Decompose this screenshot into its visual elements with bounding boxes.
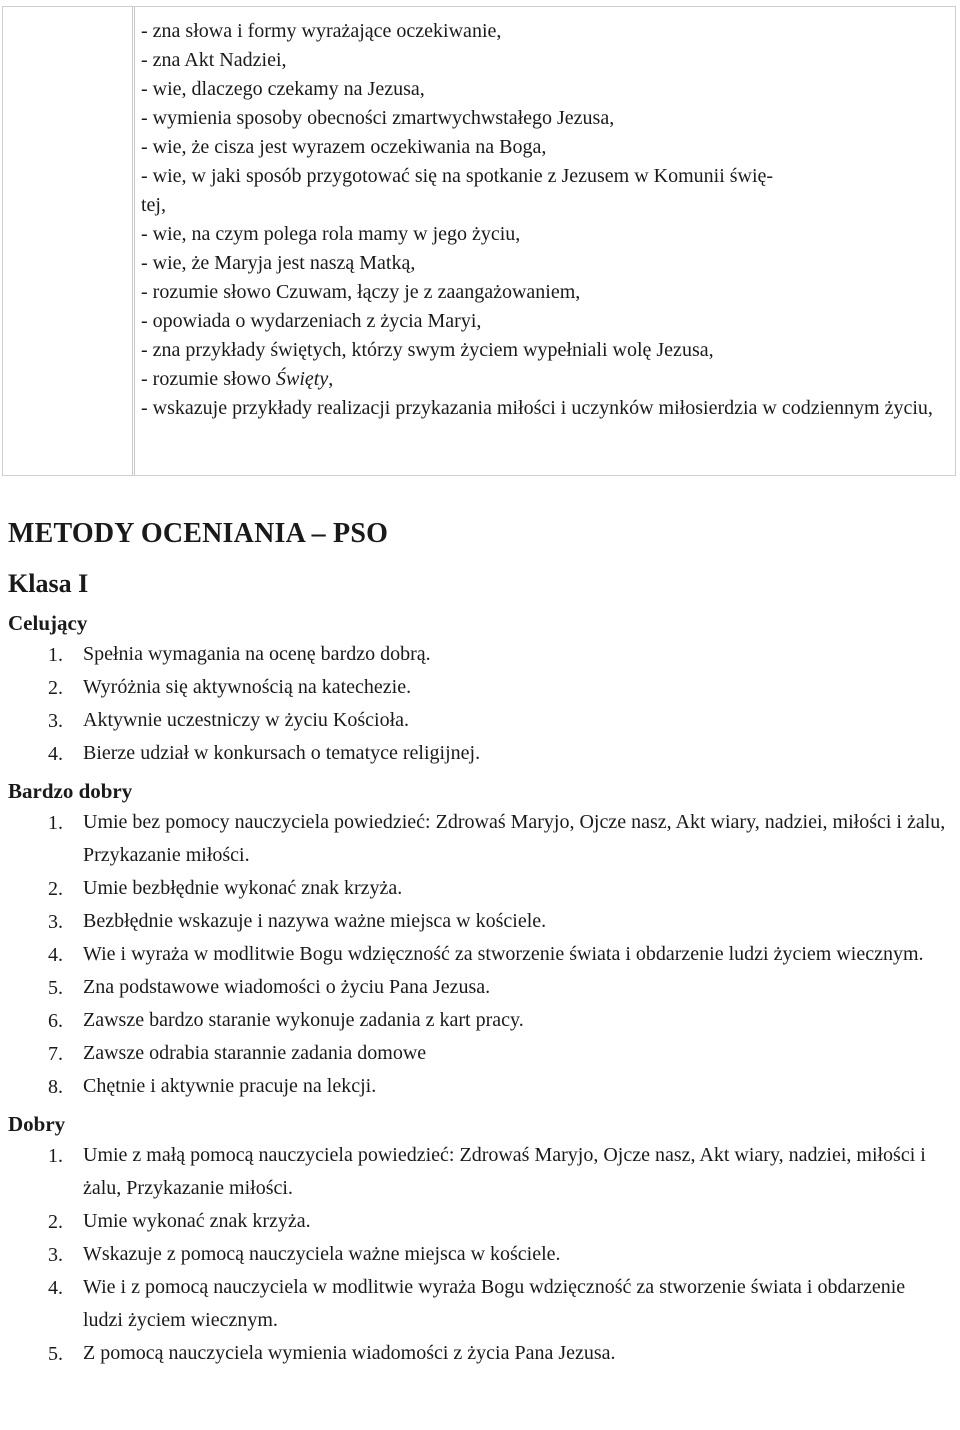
item-text: Umie z małą pomocą nauczyciela powiedzieć: Zdrowaś Maryjo, Ojcze nasz, Akt wiary, nadziei, miłości i żalu, Przykazanie miłości. — [83, 1144, 926, 1199]
item-number: 1. — [48, 1145, 63, 1167]
requirement-line — [141, 365, 945, 394]
grading-section — [8, 516, 948, 1370]
item-text: Umie wykonać znak krzyża. — [83, 1210, 311, 1232]
table-left-cell — [3, 7, 135, 475]
list-item — [8, 1004, 948, 1037]
item-number: 4. — [48, 1277, 63, 1299]
list-item — [8, 1337, 948, 1370]
item-text: Bierze udział w konkursach o tematyce religijnej. — [83, 742, 481, 764]
list-item — [8, 737, 948, 770]
item-number: 4. — [48, 944, 63, 966]
list-item — [8, 671, 948, 704]
item-text: Aktywnie uczestniczy w życiu Kościoła. — [83, 709, 410, 731]
item-number: 2. — [48, 1211, 63, 1233]
list-item — [8, 872, 948, 905]
item-text: Wskazuje z pomocą nauczyciela ważne miejsca w kościele. — [83, 1243, 561, 1265]
item-number: 3. — [48, 710, 63, 732]
requirement-line: - wskazuje przykłady realizacji przykazania miłości i uczynków miłosierdzia w codziennym życiu, — [141, 397, 933, 419]
item-number: 8. — [48, 1076, 63, 1098]
list-item — [8, 704, 948, 737]
item-text: Wie i wyraża w modlitwie Bogu wdzięczność za stworzenie świata i obdarzenie ludzi życiem wiecznym. — [83, 943, 924, 965]
item-number: 6. — [48, 1010, 63, 1032]
italic-term: Święty — [275, 368, 329, 390]
item-number: 2. — [48, 677, 63, 699]
requirement-line: - wie, na czym polega rola mamy w jego życiu, — [141, 223, 521, 245]
requirement-line: - zna Akt Nadziei, — [141, 49, 287, 71]
item-text: Zawsze bardzo staranie wykonuje zadania z kart pracy. — [83, 1009, 524, 1031]
list-item — [8, 1037, 948, 1070]
requirement-line: - wie, w jaki sposób przygotować się na spotkanie z Jezusem w Komunii świę- — [141, 165, 774, 187]
item-text: Bezbłędnie wskazuje i nazywa ważne miejsca w kościele. — [83, 910, 547, 932]
list-item — [8, 905, 948, 938]
requirement-line: - opowiada o wydarzeniach z życia Maryi, — [141, 310, 482, 332]
list-item — [8, 1205, 948, 1238]
item-text: Umie bez pomocy nauczyciela powiedzieć: Zdrowaś Maryjo, Ojcze nasz, Akt wiary, nadziei, miłości i żalu, Przykazanie miłości. — [83, 811, 946, 866]
item-text: Spełnia wymagania na ocenę bardzo dobrą. — [83, 643, 431, 665]
requirement-line: - wie, że cisza jest wyrazem oczekiwania na Boga, — [141, 136, 547, 158]
requirement-text: - rozumie słowo — [141, 368, 276, 390]
grade-list-bardzo-dobry — [8, 806, 948, 1103]
section-title: METODY OCENIANIA – PSO — [8, 518, 389, 549]
item-text: Wyróżnia się aktywnością na katechezie. — [83, 676, 412, 698]
item-number: 2. — [48, 878, 63, 900]
requirement-line: - zna słowa i formy wyrażające oczekiwanie, — [141, 20, 502, 42]
list-item — [8, 638, 948, 671]
requirement-line: tej, — [141, 194, 166, 216]
item-text: Wie i z pomocą nauczyciela w modlitwie wyraża Bogu wdzięczność za stworzenie świata i obdarzenie ludzi życiem wiecznym. — [83, 1276, 906, 1331]
item-number: 5. — [48, 977, 63, 999]
requirement-text: , — [328, 368, 334, 390]
grade-heading-celujacy: Celujący — [8, 611, 88, 635]
list-item — [8, 1070, 948, 1103]
item-number: 3. — [48, 911, 63, 933]
item-text: Umie bezbłędnie wykonać znak krzyża. — [83, 877, 403, 899]
class-heading: Klasa I — [8, 569, 89, 598]
item-text: Chętnie i aktywnie pracuje na lekcji. — [83, 1075, 377, 1097]
item-text: Zna podstawowe wiadomości o życiu Pana Jezusa. — [83, 976, 491, 998]
item-text: Z pomocą nauczyciela wymienia wiadomości z życia Pana Jezusa. — [83, 1342, 616, 1364]
requirement-line: - wie, że Maryja jest naszą Matką, — [141, 252, 416, 274]
grade-heading-bardzo-dobry: Bardzo dobry — [8, 779, 133, 803]
requirement-line: - wymienia sposoby obecności zmartwychwstałego Jezusa, — [141, 107, 615, 129]
list-item — [8, 806, 948, 872]
list-item — [8, 971, 948, 1004]
requirement-line: - zna przykłady świętych, którzy swym życiem wypełniali wolę Jezusa, — [141, 339, 714, 361]
item-number: 1. — [48, 812, 63, 834]
grade-list-dobry — [8, 1139, 948, 1370]
list-item — [8, 1271, 948, 1337]
item-text: Zawsze odrabia starannie zadania domowe — [83, 1042, 427, 1064]
item-number: 1. — [48, 644, 63, 666]
list-item — [8, 938, 948, 971]
item-number: 5. — [48, 1343, 63, 1365]
grade-heading-dobry: Dobry — [8, 1112, 66, 1136]
requirements-table — [2, 6, 956, 476]
list-item — [8, 1139, 948, 1205]
list-item — [8, 1238, 948, 1271]
item-number: 4. — [48, 743, 63, 765]
table-right-cell — [135, 7, 955, 475]
requirement-line: - wie, dlaczego czekamy na Jezusa, — [141, 78, 425, 100]
requirement-line: - rozumie słowo Czuwam, łączy je z zaangażowaniem, — [141, 281, 581, 303]
grade-list-celujacy — [8, 638, 948, 770]
item-number: 7. — [48, 1043, 63, 1065]
item-number: 3. — [48, 1244, 63, 1266]
